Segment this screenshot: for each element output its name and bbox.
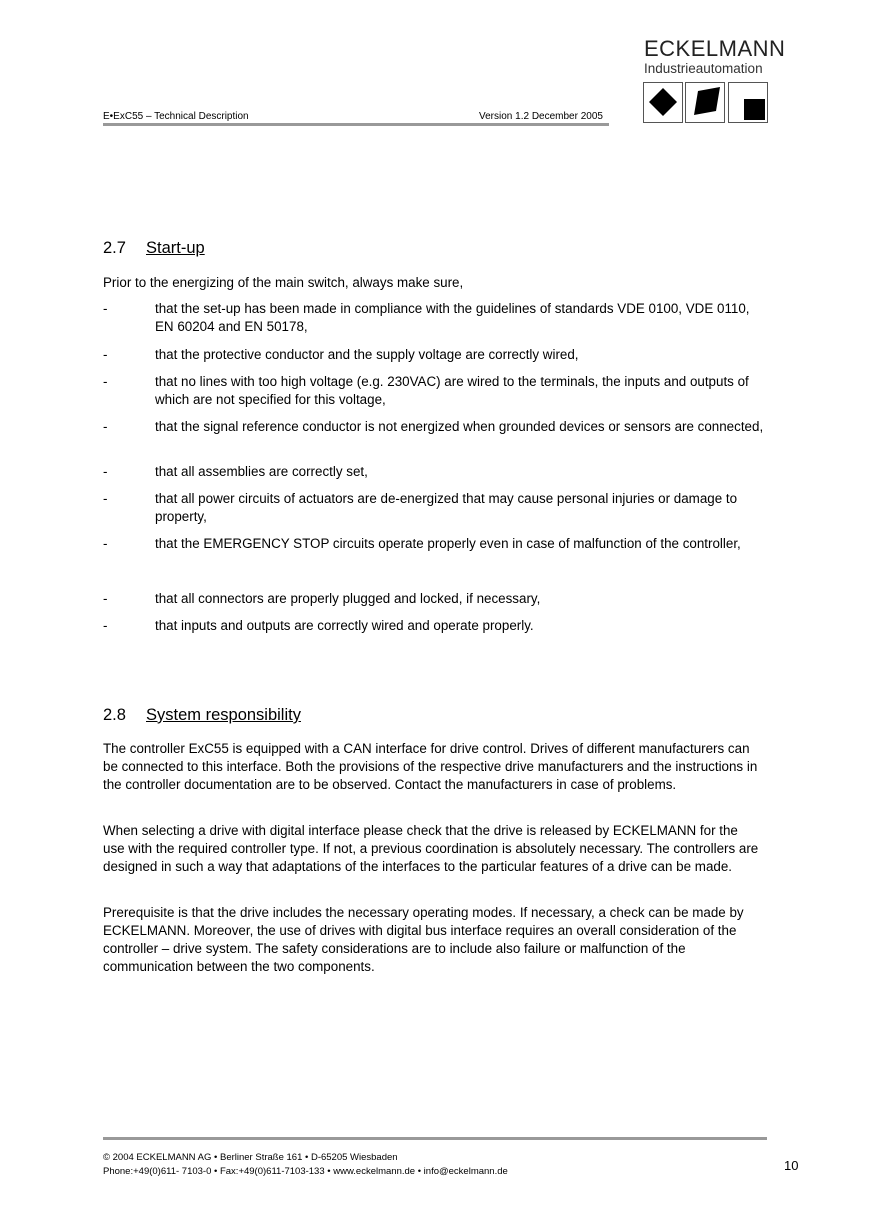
list-dash: - bbox=[103, 419, 108, 434]
document-version: Version 1.2 December 2005 bbox=[479, 111, 603, 122]
brand-subtitle: Industrieautomation bbox=[644, 61, 763, 76]
document-title: E•ExC55 – Technical Description bbox=[103, 111, 249, 122]
section-number: 2.8 bbox=[103, 706, 126, 724]
header-divider bbox=[103, 123, 609, 126]
body-paragraph: The controller ExC55 is equipped with a CAN interface for drive control. Drives of different manufacturers can be connected to this interface. Both the provisions of the respective drive manufacturers and the instructions in the controller documentation are to be observed. Contact the manufacturers in case of problems. bbox=[103, 741, 758, 792]
footer-contact: Phone:+49(0)611- 7103-0 • Fax:+49(0)611-7103-133 • www.eckelmann.de • info@eckelmann.de bbox=[103, 1166, 508, 1177]
brand-name: ECKELMANN bbox=[644, 36, 786, 61]
section-heading-system-responsibility bbox=[103, 706, 301, 725]
eckelmann-logo-icon bbox=[643, 82, 769, 124]
start-up-intro: Prior to the energizing of the main switch, always make sure, bbox=[103, 275, 464, 290]
company-brand bbox=[644, 36, 786, 76]
list-item-text: that the set-up has been made in compliance with the guidelines of standards VDE 0100, VDE 0110, EN 60204 and EN 50178, bbox=[155, 301, 750, 334]
body-paragraph: Prerequisite is that the drive includes the necessary operating modes. If necessary, a check can be made by ECKELMANN. Moreover, the use of drives with digital bus interface requires an overall consideration of the controller – drive system. The safety considerations are to include also failure or malfunction of the communication between the two components. bbox=[103, 905, 744, 974]
section-title: System responsibility bbox=[146, 706, 301, 724]
list-dash: - bbox=[103, 464, 108, 479]
list-dash: - bbox=[103, 301, 108, 316]
section-heading-start-up bbox=[103, 239, 205, 258]
list-item-text: that all connectors are properly plugged and locked, if necessary, bbox=[155, 591, 541, 606]
list-item-text: that inputs and outputs are correctly wired and operate properly. bbox=[155, 618, 534, 633]
list-item-text: that no lines with too high voltage (e.g. 230VAC) are wired to the terminals, the inputs and outputs of which are not specified for this voltage, bbox=[155, 374, 749, 407]
list-dash: - bbox=[103, 618, 108, 633]
list-item-text: that all power circuits of actuators are de-energized that may cause personal injuries or damage to property, bbox=[155, 491, 738, 524]
list-item-text: that the signal reference conductor is not energized when grounded devices or sensors are connected, bbox=[155, 419, 764, 434]
list-dash: - bbox=[103, 347, 108, 362]
list-item-text: that all assemblies are correctly set, bbox=[155, 464, 368, 479]
section-number: 2.7 bbox=[103, 239, 126, 257]
body-paragraph: When selecting a drive with digital interface please check that the drive is released by ECKELMANN for the use with the required controller type. If not, a previous coordination is absolutely necessary. The controllers are designed in such a way that adaptations of the interfaces to the particular features of a drive can be made. bbox=[103, 823, 759, 874]
section-title: Start-up bbox=[146, 239, 205, 257]
list-dash: - bbox=[103, 491, 108, 506]
page-number: 10 bbox=[784, 1158, 799, 1173]
list-item-text: that the protective conductor and the supply voltage are correctly wired, bbox=[155, 347, 579, 362]
list-dash: - bbox=[103, 536, 108, 551]
list-item-text: that the EMERGENCY STOP circuits operate properly even in case of malfunction of the controller, bbox=[155, 536, 741, 551]
list-dash: - bbox=[103, 374, 108, 389]
footer-divider bbox=[103, 1137, 767, 1140]
list-dash: - bbox=[103, 591, 108, 606]
footer-address: © 2004 ECKELMANN AG • Berliner Straße 161 • D-65205 Wiesbaden bbox=[103, 1152, 398, 1163]
